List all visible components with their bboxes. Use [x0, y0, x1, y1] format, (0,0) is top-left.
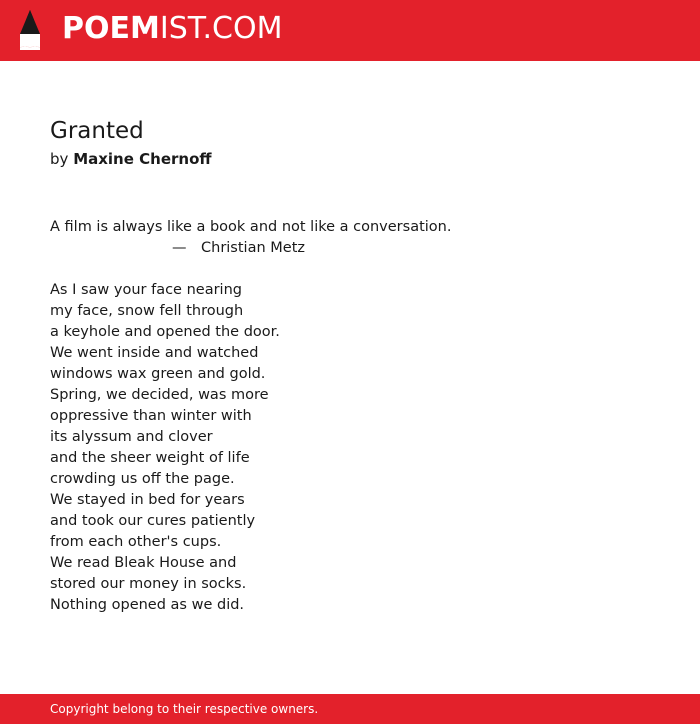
poem-line: oppressive than winter with — [50, 408, 252, 424]
poem-line: crowding us off the page. — [50, 471, 235, 487]
copyright-notice: Copyright belong to their respective owners. — [50, 702, 319, 716]
brand-name — [62, 7, 282, 51]
poem-line: windows wax green and gold. — [50, 366, 266, 382]
byline — [50, 147, 650, 171]
site-header — [0, 0, 700, 61]
poem-title: Granted — [50, 118, 144, 144]
poem-line: from each other's cups. — [50, 534, 222, 550]
poem-line: stored our money in socks. — [50, 576, 247, 592]
site-footer — [0, 694, 700, 724]
poem-line: my face, snow fell through — [50, 303, 244, 319]
poem-line: As I saw your face nearing — [50, 282, 242, 298]
poem-line: and the sheer weight of life — [50, 450, 250, 466]
poem-line: its alyssum and clover — [50, 429, 213, 445]
poem-line: We stayed in bed for years — [50, 492, 245, 508]
poem-line: Spring, we decided, was more — [50, 387, 269, 403]
brand-name-strong: POEM — [62, 11, 160, 46]
epigraph-attribution: — Christian Metz — [172, 240, 305, 256]
brand-name-light: IST.COM — [159, 11, 283, 46]
poem-content — [50, 116, 650, 616]
site-logo-link[interactable] — [17, 8, 282, 52]
by-label: by — [50, 150, 69, 168]
epigraph-text: A film is always like a book and not like a conversation. — [50, 219, 452, 235]
poem-body — [50, 280, 650, 616]
author-name: Maxine Chernoff — [73, 150, 212, 168]
poem-line: Nothing opened as we did. — [50, 597, 245, 613]
poem-line: We went inside and watched — [50, 345, 259, 361]
poem-line: a keyhole and opened the door. — [50, 324, 280, 340]
poem-line: and took our cures patiently — [50, 513, 256, 529]
epigraph — [50, 217, 650, 259]
pencil-icon — [17, 8, 43, 52]
poem-line: We read Bleak House and — [50, 555, 237, 571]
